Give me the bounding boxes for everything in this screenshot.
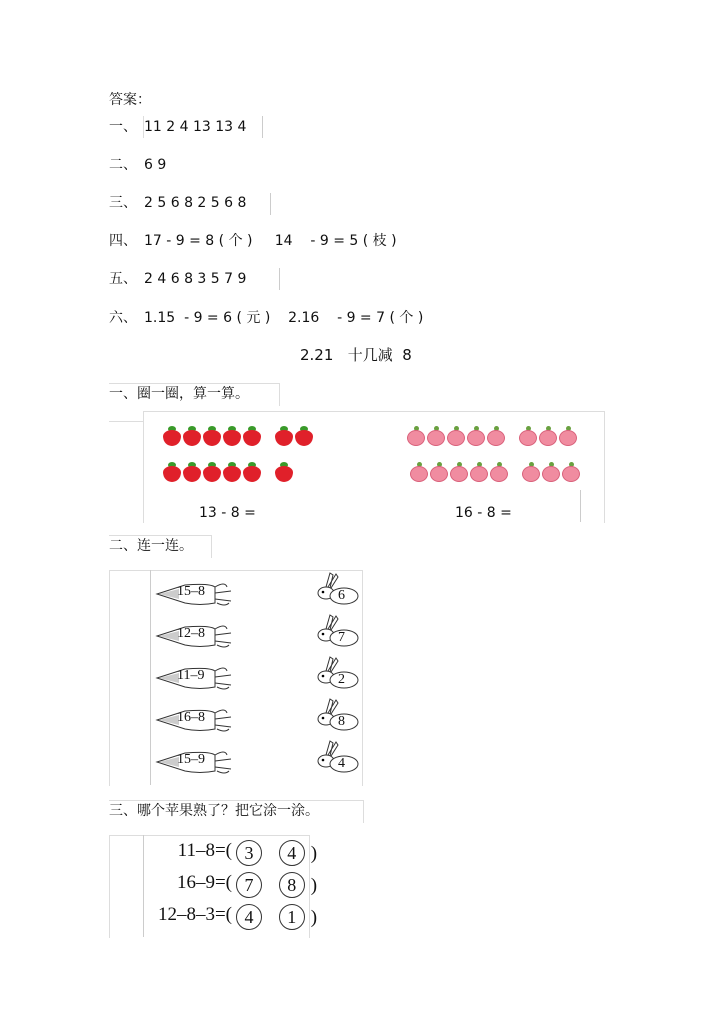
peach-icon (542, 462, 560, 482)
strawberries-row (163, 426, 313, 446)
strawberry-icon (183, 462, 201, 482)
strawberry-icon (163, 462, 181, 482)
carrot-expression: 16–8 (177, 710, 205, 725)
peach-icon (487, 426, 505, 446)
answer-text: 17 - 9 = 8 ( 个 ) 14 - 9 = 5 ( 枝 ) (144, 233, 397, 249)
close-paren: ) (310, 875, 318, 896)
carrot-card[interactable] (155, 623, 235, 649)
apple-options (230, 872, 317, 898)
peach-icon (559, 426, 577, 446)
carrot-card[interactable] (155, 581, 235, 607)
carrot-expression: 12–8 (177, 626, 205, 641)
rabbit-card[interactable] (316, 613, 360, 647)
peach-icon (447, 426, 465, 446)
answer-text: 1.15 - 9 = 6 ( 元 ) 2.16 - 9 = 7 ( 个 ) (144, 310, 424, 326)
peach-icon (490, 462, 508, 482)
equation-right: 16 - 8 = (455, 505, 512, 521)
equation-left: 13 - 8 = (199, 505, 256, 521)
apple-option[interactable]: 8 (279, 872, 305, 898)
answer-text: 2 4 6 8 3 5 7 9 (144, 271, 247, 287)
peach-icon (430, 462, 448, 482)
peach-icon (519, 426, 537, 446)
answer-label: 五、 (109, 271, 137, 287)
section3-heading: 三、哪个苹果熟了？把它涂一涂。 (109, 803, 319, 819)
apple-options (230, 904, 317, 930)
answer-text: 6 9 (144, 157, 167, 173)
apple-options (230, 840, 317, 866)
answer-label: 二、 (109, 157, 137, 173)
rabbit-number: 7 (338, 630, 345, 645)
peaches-row (410, 462, 580, 482)
answer-label: 四、 (109, 233, 137, 249)
carrot-expression: 15–8 (177, 584, 205, 599)
strawberry-icon (275, 462, 293, 482)
carrot-card[interactable] (155, 707, 235, 733)
peach-icon (522, 462, 540, 482)
rabbit-number: 2 (338, 672, 345, 687)
peach-icon (467, 426, 485, 446)
apple-option[interactable]: 1 (279, 904, 305, 930)
strawberry-icon (295, 426, 313, 446)
apple-option[interactable]: 7 (236, 872, 262, 898)
carrot-expression: 15–9 (177, 752, 205, 767)
strawberry-icon (163, 426, 181, 446)
strawberry-icon (223, 462, 241, 482)
apple-expression: 12–8–3=( (157, 904, 232, 925)
answer-label: 一、 (109, 119, 137, 135)
peach-icon (562, 462, 580, 482)
apple-expression: 11–8=( (177, 840, 232, 861)
close-paren: ) (310, 843, 318, 864)
apple-expression: 16–9=( (176, 872, 232, 893)
strawberry-icon (183, 426, 201, 446)
rabbit-number: 8 (338, 714, 345, 729)
rabbit-card[interactable] (316, 655, 360, 689)
answer-text: 11 2 4 13 13 4 (144, 119, 247, 135)
strawberries-row (163, 462, 293, 482)
peach-icon (539, 426, 557, 446)
answer-label: 三、 (109, 195, 137, 211)
strawberry-icon (275, 426, 293, 446)
apple-option[interactable]: 4 (279, 840, 305, 866)
section1-heading: 一、圈一圈，算一算。 (109, 386, 249, 402)
rabbit-card[interactable] (316, 739, 360, 773)
rabbit-card[interactable] (316, 571, 360, 605)
rabbit-number: 6 (338, 588, 345, 603)
peach-icon (407, 426, 425, 446)
peach-icon (470, 462, 488, 482)
strawberry-icon (243, 426, 261, 446)
answer-label: 六、 (109, 310, 137, 326)
apple-option[interactable]: 4 (236, 904, 262, 930)
close-paren: ) (310, 907, 318, 928)
carrot-card[interactable] (155, 749, 235, 775)
section2-heading: 二、连一连。 (109, 538, 193, 554)
strawberry-icon (223, 426, 241, 446)
carrot-expression: 11–9 (177, 668, 205, 683)
answer-text: 2 5 6 8 2 5 6 8 (144, 195, 247, 211)
peach-icon (410, 462, 428, 482)
peaches-row (407, 426, 577, 446)
rabbit-card[interactable] (316, 697, 360, 731)
rabbit-number: 4 (338, 756, 345, 771)
carrot-card[interactable] (155, 665, 235, 691)
strawberry-icon (203, 462, 221, 482)
peach-icon (427, 426, 445, 446)
strawberry-icon (203, 426, 221, 446)
answers-heading: 答案： (109, 92, 151, 108)
peach-icon (450, 462, 468, 482)
lesson-title: 2.21 十几减 8 (300, 346, 412, 364)
strawberry-icon (243, 462, 261, 482)
apple-option[interactable]: 3 (236, 840, 262, 866)
